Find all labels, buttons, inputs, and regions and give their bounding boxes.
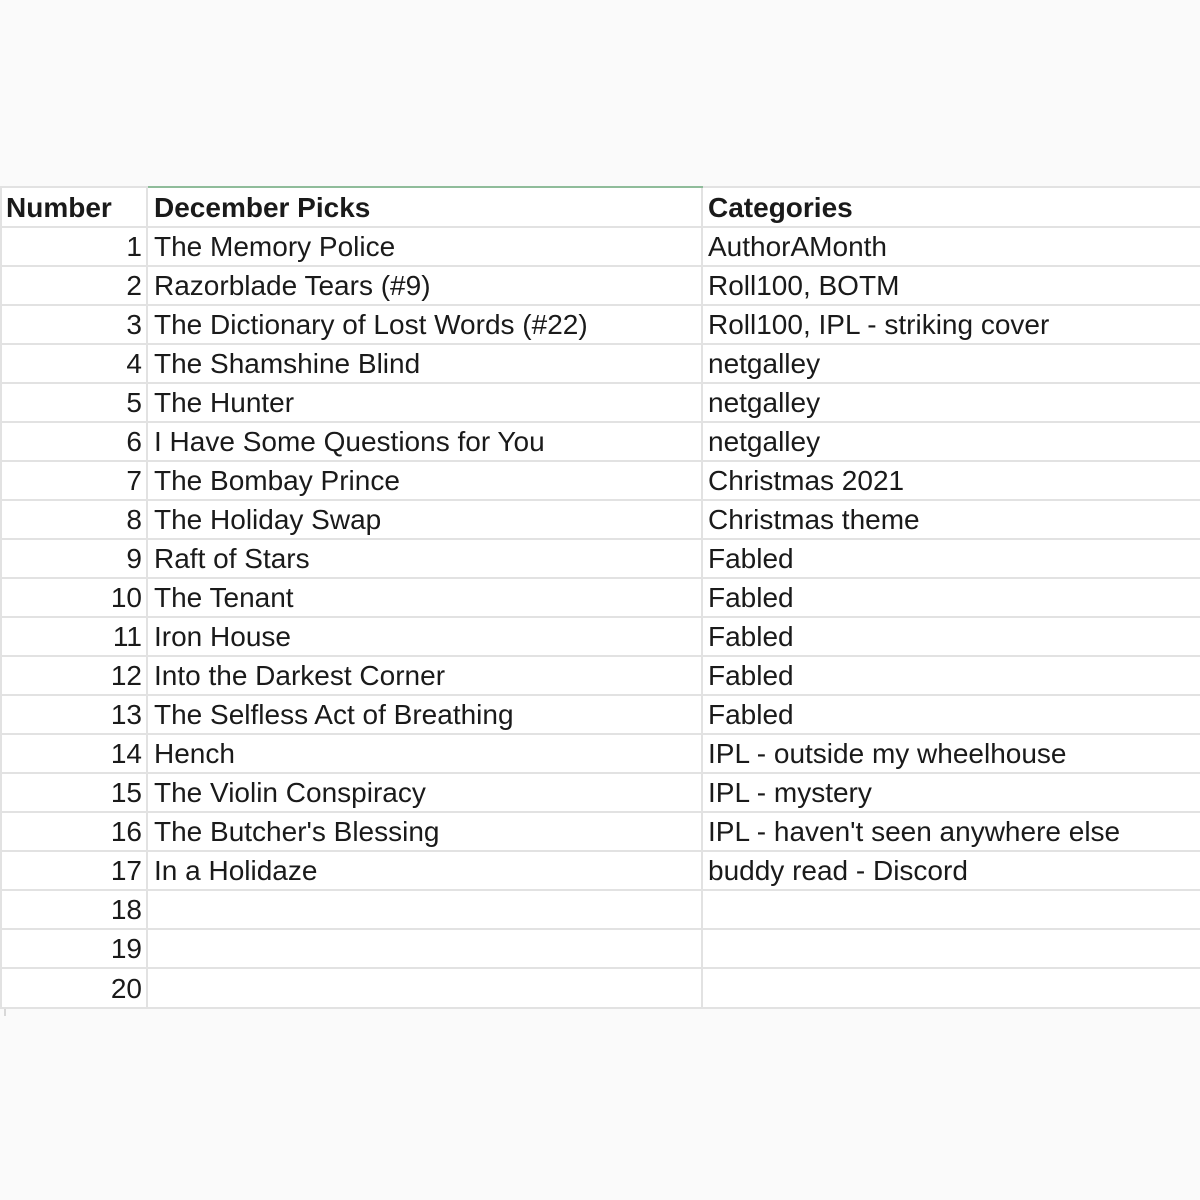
category-cell[interactable]: buddy read - Discord [702,851,1200,890]
table-body [1,227,1200,1008]
book-pick-cell[interactable]: The Violin Conspiracy [147,773,702,812]
category-cell[interactable]: IPL - outside my wheelhouse [702,734,1200,773]
row-number-cell[interactable]: 20 [1,968,147,1008]
table-row [1,812,1200,851]
book-pick-cell[interactable]: The Bombay Prince [147,461,702,500]
row-number-cell[interactable]: 6 [1,422,147,461]
book-pick-cell[interactable]: The Shamshine Blind [147,344,702,383]
table-row [1,461,1200,500]
row-number-cell[interactable]: 7 [1,461,147,500]
category-cell[interactable]: netgalley [702,422,1200,461]
row-number-cell[interactable]: 3 [1,305,147,344]
row-number-cell[interactable]: 11 [1,617,147,656]
table-row [1,578,1200,617]
book-pick-cell[interactable]: Raft of Stars [147,539,702,578]
row-number-cell[interactable]: 10 [1,578,147,617]
category-cell[interactable]: IPL - haven't seen anywhere else [702,812,1200,851]
book-pick-cell[interactable]: Into the Darkest Corner [147,656,702,695]
table-row [1,968,1200,1008]
book-pick-cell[interactable]: The Dictionary of Lost Words (#22) [147,305,702,344]
category-cell[interactable]: netgalley [702,344,1200,383]
table-row [1,539,1200,578]
book-pick-cell[interactable]: The Butcher's Blessing [147,812,702,851]
table-row [1,734,1200,773]
table-row [1,929,1200,968]
book-pick-cell[interactable]: The Hunter [147,383,702,422]
category-cell[interactable]: IPL - mystery [702,773,1200,812]
book-pick-cell[interactable]: In a Holidaze [147,851,702,890]
row-number-cell[interactable]: 17 [1,851,147,890]
table-row [1,656,1200,695]
book-pick-cell[interactable] [147,890,702,929]
row-number-cell[interactable]: 8 [1,500,147,539]
row-number-cell[interactable]: 19 [1,929,147,968]
category-cell[interactable]: Christmas 2021 [702,461,1200,500]
header-december-picks-cell[interactable]: December Picks [147,187,702,227]
category-cell[interactable]: Fabled [702,617,1200,656]
category-cell[interactable]: Fabled [702,656,1200,695]
category-cell[interactable]: Christmas theme [702,500,1200,539]
book-pick-cell[interactable]: The Tenant [147,578,702,617]
category-cell[interactable]: AuthorAMonth [702,227,1200,266]
row-number-cell[interactable]: 1 [1,227,147,266]
row-number-cell[interactable]: 12 [1,656,147,695]
row-number-cell[interactable]: 5 [1,383,147,422]
table-row [1,422,1200,461]
category-cell[interactable]: Fabled [702,539,1200,578]
book-pick-cell[interactable]: I Have Some Questions for You [147,422,702,461]
row-number-cell[interactable]: 15 [1,773,147,812]
category-cell[interactable] [702,890,1200,929]
category-cell[interactable]: Fabled [702,578,1200,617]
table-row [1,305,1200,344]
header-row [1,187,1200,227]
table-row [1,266,1200,305]
book-pick-cell[interactable] [147,929,702,968]
table-row [1,851,1200,890]
table-row [1,227,1200,266]
table-row [1,695,1200,734]
table-row [1,500,1200,539]
row-number-cell[interactable]: 14 [1,734,147,773]
header-categories-cell[interactable]: Categories [702,187,1200,227]
book-pick-cell[interactable]: Razorblade Tears (#9) [147,266,702,305]
category-cell[interactable] [702,929,1200,968]
category-cell[interactable]: Roll100, IPL - striking cover [702,305,1200,344]
category-cell[interactable]: netgalley [702,383,1200,422]
book-pick-cell[interactable] [147,968,702,1008]
header-number-cell[interactable]: Number [1,187,147,227]
book-pick-cell[interactable]: Iron House [147,617,702,656]
book-pick-cell[interactable]: The Holiday Swap [147,500,702,539]
spreadsheet [0,186,1200,1009]
table-row [1,773,1200,812]
table-row [1,344,1200,383]
row-number-cell[interactable]: 4 [1,344,147,383]
category-cell[interactable] [702,968,1200,1008]
table-row [1,383,1200,422]
row-number-cell[interactable]: 18 [1,890,147,929]
table-row [1,890,1200,929]
row-number-cell[interactable]: 13 [1,695,147,734]
row-number-cell[interactable]: 2 [1,266,147,305]
row-number-cell[interactable]: 16 [1,812,147,851]
table-row [1,617,1200,656]
spreadsheet-grid [0,186,1200,1009]
category-cell[interactable]: Roll100, BOTM [702,266,1200,305]
book-pick-cell[interactable]: Hench [147,734,702,773]
row-number-cell[interactable]: 9 [1,539,147,578]
book-pick-cell[interactable]: The Memory Police [147,227,702,266]
category-cell[interactable]: Fabled [702,695,1200,734]
book-pick-cell[interactable]: The Selfless Act of Breathing [147,695,702,734]
